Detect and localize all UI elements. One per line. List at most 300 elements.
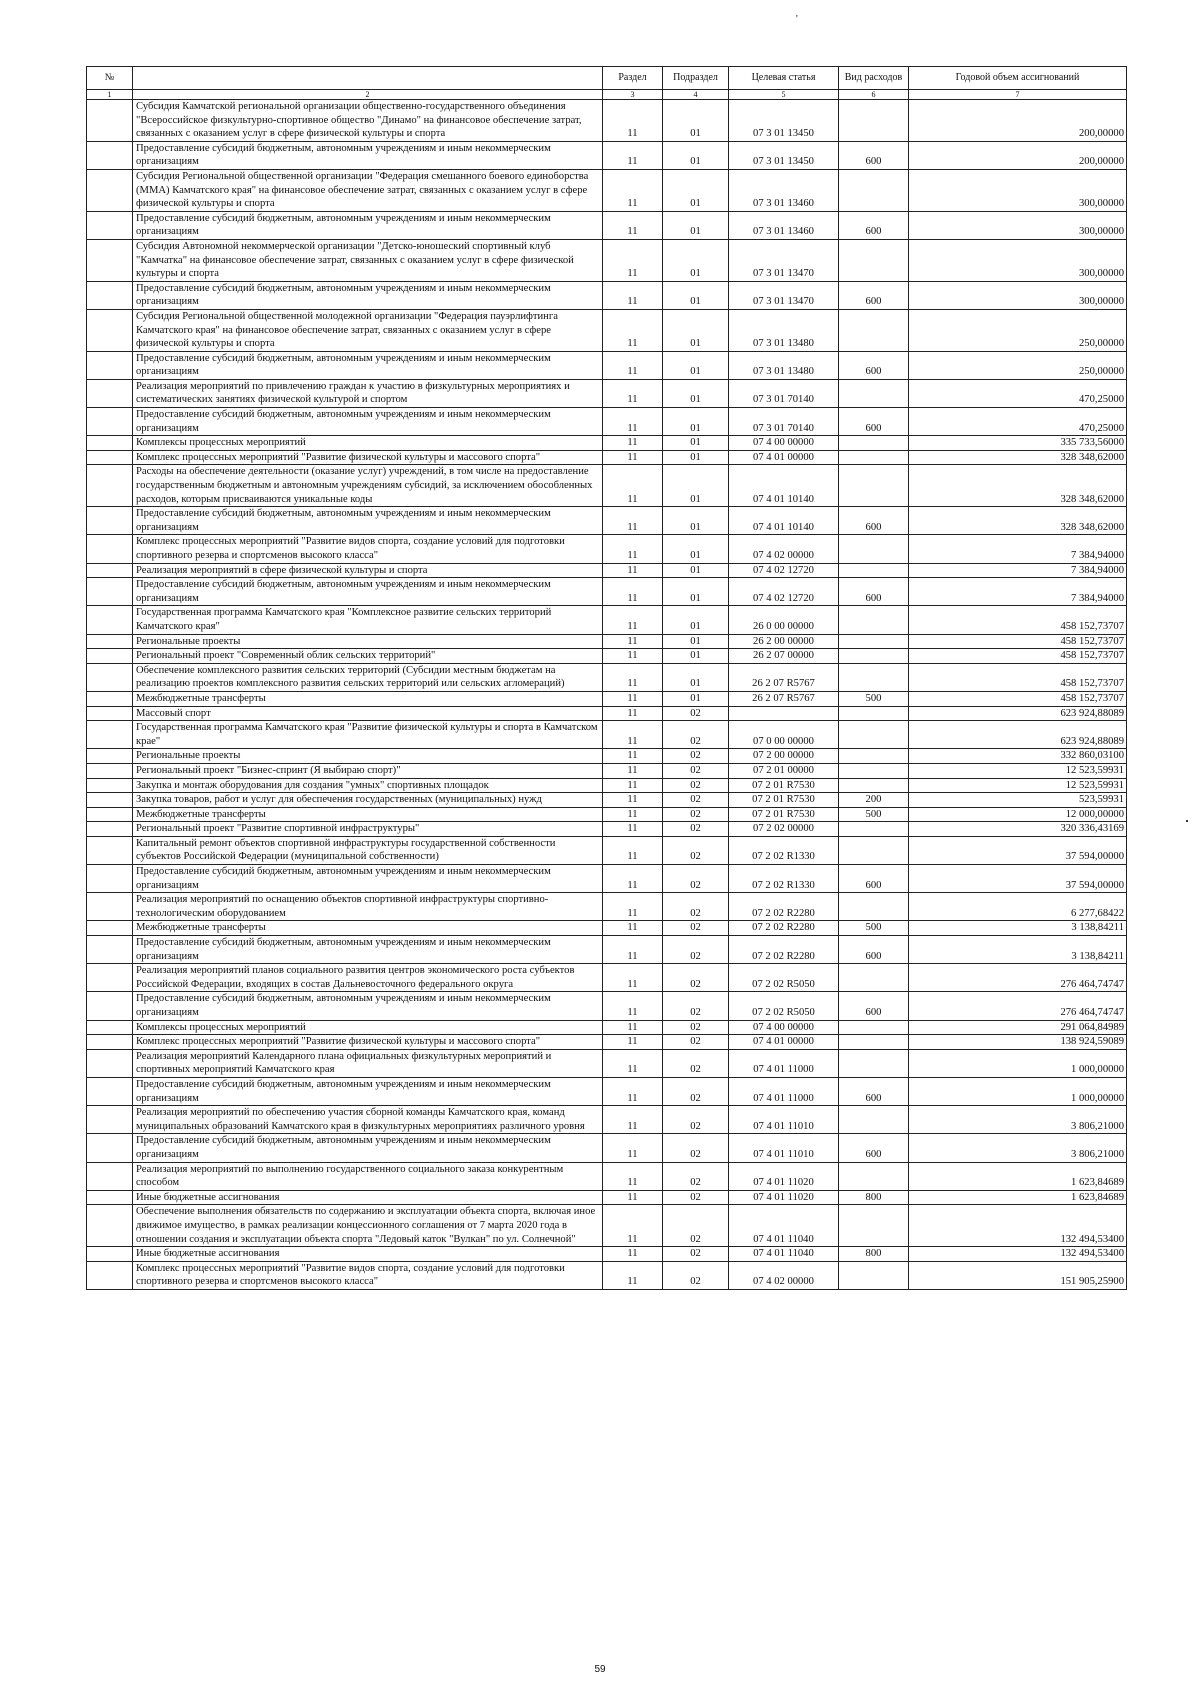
row-name-cell: Обеспечение комплексного развития сельских территорий (Субсидии местным бюджетам на реализацию проектов комплексного развития сельских территорий или сельских агломераций) (133, 663, 603, 691)
row-tselevaya-cell: 07 4 01 11020 (729, 1162, 839, 1190)
table-row (87, 936, 1127, 964)
header-podrazdel: Подраздел (663, 67, 729, 90)
table-row (87, 169, 1127, 211)
row-name-cell: Предоставление субсидий бюджетным, автономным учреждениям и иным некоммерческим организациям (133, 578, 603, 606)
row-podrazdel-cell: 02 (663, 865, 729, 893)
row-tselevaya-cell: 07 2 01 R7530 (729, 778, 839, 793)
row-name-cell: Предоставление субсидий бюджетным, автономным учреждениям и иным некоммерческим организациям (133, 1134, 603, 1162)
page-number: 59 (594, 1664, 606, 1675)
row-vid-cell: 500 (839, 807, 909, 822)
table-row (87, 893, 1127, 921)
row-name-cell: Реализация мероприятий по привлечению граждан к участию в физкультурных мероприятиях и систематических занятиях физической культурой и спортом (133, 379, 603, 407)
row-amount-cell: 458 152,73707 (909, 606, 1127, 634)
row-tselevaya-cell: 07 4 01 11010 (729, 1106, 839, 1134)
row-razdel-cell: 11 (603, 893, 663, 921)
row-podrazdel-cell: 02 (663, 1049, 729, 1077)
row-razdel-cell: 11 (603, 351, 663, 379)
row-name-cell: Закупка товаров, работ и услуг для обеспечения государственных (муниципальных) нужд (133, 793, 603, 808)
row-vid-cell: 600 (839, 865, 909, 893)
row-vid-cell: 500 (839, 691, 909, 706)
table-row (87, 281, 1127, 309)
row-amount-cell: 328 348,62000 (909, 507, 1127, 535)
row-vid-cell (839, 436, 909, 451)
row-tselevaya-cell: 07 3 01 13460 (729, 169, 839, 211)
table-row (87, 721, 1127, 749)
row-amount-cell: 250,00000 (909, 309, 1127, 351)
table-row (87, 634, 1127, 649)
row-podrazdel-cell: 01 (663, 691, 729, 706)
row-razdel-cell: 11 (603, 1134, 663, 1162)
row-tselevaya-cell: 07 4 01 11020 (729, 1190, 839, 1205)
row-podrazdel-cell: 02 (663, 836, 729, 864)
row-vid-cell (839, 169, 909, 211)
row-tselevaya-cell: 07 4 02 00000 (729, 535, 839, 563)
row-amount-cell: 12 523,59931 (909, 763, 1127, 778)
row-podrazdel-cell: 01 (663, 634, 729, 649)
row-razdel-cell: 11 (603, 1049, 663, 1077)
row-amount-cell: 1 623,84689 (909, 1162, 1127, 1190)
table-row (87, 141, 1127, 169)
row-amount-cell: 458 152,73707 (909, 649, 1127, 664)
row-number-cell (87, 992, 133, 1020)
table-body (87, 100, 1127, 1290)
row-vid-cell (839, 239, 909, 281)
row-name-cell: Региональный проект "Развитие спортивной инфраструктуры" (133, 822, 603, 837)
row-podrazdel-cell: 01 (663, 211, 729, 239)
header-index-5: 5 (729, 90, 839, 100)
table-row (87, 1261, 1127, 1289)
row-number-cell (87, 450, 133, 465)
row-tselevaya-cell: 26 2 00 00000 (729, 634, 839, 649)
row-razdel-cell: 11 (603, 1261, 663, 1289)
row-name-cell: Региональные проекты (133, 634, 603, 649)
row-amount-cell: 623 924,88089 (909, 706, 1127, 721)
row-razdel-cell: 11 (603, 436, 663, 451)
row-amount-cell: 300,00000 (909, 281, 1127, 309)
row-vid-cell (839, 1106, 909, 1134)
row-vid-cell (839, 749, 909, 764)
row-number-cell (87, 691, 133, 706)
table-row (87, 763, 1127, 778)
table-row (87, 465, 1127, 507)
row-razdel-cell: 11 (603, 649, 663, 664)
row-number-cell (87, 606, 133, 634)
row-number-cell (87, 1261, 133, 1289)
row-vid-cell: 600 (839, 1077, 909, 1105)
header-num: № (87, 67, 133, 90)
row-amount-cell: 1 000,00000 (909, 1049, 1127, 1077)
row-razdel-cell: 11 (603, 1205, 663, 1247)
row-razdel-cell: 11 (603, 1035, 663, 1050)
table-row (87, 100, 1127, 142)
row-podrazdel-cell: 02 (663, 721, 729, 749)
table-row (87, 578, 1127, 606)
row-number-cell (87, 507, 133, 535)
row-amount-cell: 335 733,56000 (909, 436, 1127, 451)
row-podrazdel-cell: 01 (663, 281, 729, 309)
row-number-cell (87, 408, 133, 436)
row-number-cell (87, 211, 133, 239)
table-row (87, 606, 1127, 634)
row-podrazdel-cell: 02 (663, 1205, 729, 1247)
table-row (87, 691, 1127, 706)
row-podrazdel-cell: 01 (663, 379, 729, 407)
row-tselevaya-cell: 07 3 01 13470 (729, 281, 839, 309)
row-name-cell: Межбюджетные трансферты (133, 921, 603, 936)
row-podrazdel-cell: 02 (663, 822, 729, 837)
row-tselevaya-cell: 07 2 01 R7530 (729, 793, 839, 808)
row-razdel-cell: 11 (603, 563, 663, 578)
row-number-cell (87, 309, 133, 351)
row-vid-cell: 600 (839, 578, 909, 606)
row-number-cell (87, 893, 133, 921)
row-podrazdel-cell: 01 (663, 408, 729, 436)
row-name-cell: Расходы на обеспечение деятельности (оказание услуг) учреждений, в том числе на предоставление государственным бюджетным и автономным учреждениям субсидий, за исключением обособленных расходов, которым присваиваются уникальные коды (133, 465, 603, 507)
row-tselevaya-cell: 07 4 02 12720 (729, 563, 839, 578)
row-razdel-cell: 11 (603, 450, 663, 465)
table-row (87, 992, 1127, 1020)
row-tselevaya-cell: 07 4 02 12720 (729, 578, 839, 606)
table-row (87, 1077, 1127, 1105)
header-name (133, 67, 603, 90)
row-podrazdel-cell: 01 (663, 450, 729, 465)
row-vid-cell: 600 (839, 408, 909, 436)
table-row (87, 351, 1127, 379)
row-amount-cell: 470,25000 (909, 408, 1127, 436)
row-vid-cell (839, 836, 909, 864)
row-podrazdel-cell: 01 (663, 563, 729, 578)
stray-mark: ' (796, 14, 798, 25)
row-name-cell: Комплексы процессных мероприятий (133, 436, 603, 451)
row-number-cell (87, 351, 133, 379)
row-tselevaya-cell: 26 0 00 00000 (729, 606, 839, 634)
table-row (87, 1049, 1127, 1077)
table-header (87, 67, 1127, 100)
row-number-cell (87, 836, 133, 864)
row-name-cell: Субсидия Камчатской региональной организации общественно-государственного объединения "Всероссийское физкультурно-спортивное общество "Динамо" на финансовое обеспечение затрат, связанных с оказанием услуг в сфере физической культуры и спорта (133, 100, 603, 142)
row-razdel-cell: 11 (603, 465, 663, 507)
header-index-2: 2 (133, 90, 603, 100)
row-name-cell: Государственная программа Камчатского края "Комплексное развитие сельских территорий Камчатского края" (133, 606, 603, 634)
row-amount-cell: 138 924,59089 (909, 1035, 1127, 1050)
row-tselevaya-cell: 07 2 02 R1330 (729, 836, 839, 864)
row-name-cell: Реализация мероприятий по обеспечению участия сборной команды Камчатского края, команд муниципальных образований Камчатского края в физкультурных мероприятиях различного уровня (133, 1106, 603, 1134)
row-tselevaya-cell: 07 4 01 10140 (729, 465, 839, 507)
row-vid-cell (839, 1035, 909, 1050)
row-vid-cell (839, 706, 909, 721)
row-tselevaya-cell: 07 3 01 70140 (729, 379, 839, 407)
row-podrazdel-cell: 02 (663, 1261, 729, 1289)
row-amount-cell: 7 384,94000 (909, 535, 1127, 563)
row-name-cell: Предоставление субсидий бюджетным, автономным учреждениям и иным некоммерческим организациям (133, 865, 603, 893)
row-tselevaya-cell: 07 2 02 R2280 (729, 936, 839, 964)
row-tselevaya-cell: 07 2 02 R1330 (729, 865, 839, 893)
table-row (87, 408, 1127, 436)
row-number-cell (87, 936, 133, 964)
row-number-cell (87, 634, 133, 649)
row-razdel-cell: 11 (603, 141, 663, 169)
row-podrazdel-cell: 02 (663, 793, 729, 808)
table-row (87, 450, 1127, 465)
row-amount-cell: 132 494,53400 (909, 1205, 1127, 1247)
row-amount-cell: 458 152,73707 (909, 691, 1127, 706)
row-razdel-cell: 11 (603, 807, 663, 822)
row-podrazdel-cell: 01 (663, 663, 729, 691)
row-podrazdel-cell: 01 (663, 351, 729, 379)
table-row (87, 706, 1127, 721)
row-razdel-cell: 11 (603, 100, 663, 142)
row-razdel-cell: 11 (603, 507, 663, 535)
row-vid-cell (839, 606, 909, 634)
row-amount-cell: 37 594,00000 (909, 865, 1127, 893)
row-tselevaya-cell: 07 3 01 13450 (729, 100, 839, 142)
row-razdel-cell: 11 (603, 778, 663, 793)
row-name-cell: Комплекс процессных мероприятий "Развитие видов спорта, создание условий для подготовки спортивного резерва и спортсменов высокого класса" (133, 1261, 603, 1289)
row-vid-cell: 600 (839, 281, 909, 309)
row-vid-cell: 600 (839, 936, 909, 964)
row-razdel-cell: 11 (603, 1106, 663, 1134)
row-amount-cell: 320 336,43169 (909, 822, 1127, 837)
row-podrazdel-cell: 02 (663, 1134, 729, 1162)
row-vid-cell: 600 (839, 351, 909, 379)
row-podrazdel-cell: 02 (663, 1162, 729, 1190)
row-tselevaya-cell: 07 3 01 13470 (729, 239, 839, 281)
row-number-cell (87, 379, 133, 407)
row-tselevaya-cell: 07 4 01 00000 (729, 450, 839, 465)
row-vid-cell (839, 309, 909, 351)
table-row (87, 865, 1127, 893)
row-amount-cell: 300,00000 (909, 239, 1127, 281)
row-amount-cell: 12 523,59931 (909, 778, 1127, 793)
header-razdel: Раздел (603, 67, 663, 90)
row-tselevaya-cell: 26 2 07 00000 (729, 649, 839, 664)
row-name-cell: Предоставление субсидий бюджетным, автономным учреждениям и иным некоммерческим организациям (133, 992, 603, 1020)
row-number-cell (87, 1035, 133, 1050)
row-number-cell (87, 721, 133, 749)
row-amount-cell: 12 000,00000 (909, 807, 1127, 822)
row-name-cell: Межбюджетные трансферты (133, 807, 603, 822)
row-amount-cell: 132 494,53400 (909, 1247, 1127, 1262)
row-amount-cell: 250,00000 (909, 351, 1127, 379)
table-row (87, 379, 1127, 407)
row-amount-cell: 276 464,74747 (909, 992, 1127, 1020)
row-amount-cell: 200,00000 (909, 100, 1127, 142)
row-razdel-cell: 11 (603, 1190, 663, 1205)
row-name-cell: Иные бюджетные ассигнования (133, 1247, 603, 1262)
row-podrazdel-cell: 02 (663, 893, 729, 921)
row-razdel-cell: 11 (603, 763, 663, 778)
header-vid: Вид расходов (839, 67, 909, 90)
row-tselevaya-cell: 07 4 01 00000 (729, 1035, 839, 1050)
row-tselevaya-cell: 07 2 00 00000 (729, 749, 839, 764)
row-tselevaya-cell: 07 3 01 13480 (729, 309, 839, 351)
row-name-cell: Региональный проект "Бизнес-спринт (Я выбираю спорт)" (133, 763, 603, 778)
row-tselevaya-cell: 07 3 01 13460 (729, 211, 839, 239)
row-vid-cell (839, 563, 909, 578)
row-podrazdel-cell: 01 (663, 649, 729, 664)
row-vid-cell: 200 (839, 793, 909, 808)
row-number-cell (87, 763, 133, 778)
row-podrazdel-cell: 02 (663, 1035, 729, 1050)
row-amount-cell: 276 464,74747 (909, 964, 1127, 992)
row-name-cell: Субсидия Автономной некоммерческой организации "Детско-юношеский спортивный клуб "Камчатка" на финансовое обеспечение затрат, связанных с оказанием услуг в сфере физической культуры и спорта (133, 239, 603, 281)
row-vid-cell (839, 1261, 909, 1289)
row-name-cell: Межбюджетные трансферты (133, 691, 603, 706)
row-number-cell (87, 865, 133, 893)
budget-table-sheet (86, 66, 1126, 1290)
row-tselevaya-cell: 07 3 01 13450 (729, 141, 839, 169)
table-row (87, 964, 1127, 992)
row-razdel-cell: 11 (603, 634, 663, 649)
row-amount-cell: 37 594,00000 (909, 836, 1127, 864)
table-row (87, 836, 1127, 864)
row-vid-cell (839, 634, 909, 649)
row-podrazdel-cell: 02 (663, 807, 729, 822)
row-name-cell: Предоставление субсидий бюджетным, автономным учреждениям и иным некоммерческим организациям (133, 141, 603, 169)
row-podrazdel-cell: 01 (663, 436, 729, 451)
row-name-cell: Закупка и монтаж оборудования для создания "умных" спортивных площадок (133, 778, 603, 793)
row-number-cell (87, 578, 133, 606)
row-vid-cell (839, 663, 909, 691)
row-number-cell (87, 141, 133, 169)
row-amount-cell: 3 806,21000 (909, 1134, 1127, 1162)
row-razdel-cell: 11 (603, 749, 663, 764)
table-row (87, 807, 1127, 822)
row-name-cell: Региональный проект "Современный облик сельских территорий" (133, 649, 603, 664)
row-name-cell: Комплекс процессных мероприятий "Развитие видов спорта, создание условий для подготовки спортивного резерва и спортсменов высокого класса" (133, 535, 603, 563)
row-razdel-cell: 11 (603, 822, 663, 837)
header-index-4: 4 (663, 90, 729, 100)
margin-dot (1186, 820, 1188, 822)
row-name-cell: Предоставление субсидий бюджетным, автономным учреждениям и иным некоммерческим организациям (133, 351, 603, 379)
row-vid-cell (839, 778, 909, 793)
row-amount-cell: 1 000,00000 (909, 1077, 1127, 1105)
row-number-cell (87, 1106, 133, 1134)
table-row (87, 921, 1127, 936)
table-row (87, 1247, 1127, 1262)
row-podrazdel-cell: 02 (663, 1106, 729, 1134)
row-vid-cell (839, 964, 909, 992)
row-tselevaya-cell (729, 706, 839, 721)
row-razdel-cell: 11 (603, 1247, 663, 1262)
row-amount-cell: 470,25000 (909, 379, 1127, 407)
budget-table (86, 66, 1127, 1290)
row-vid-cell: 600 (839, 1134, 909, 1162)
header-index-1: 1 (87, 90, 133, 100)
row-razdel-cell: 11 (603, 663, 663, 691)
row-razdel-cell: 11 (603, 1162, 663, 1190)
row-vid-cell (839, 1049, 909, 1077)
row-vid-cell: 600 (839, 141, 909, 169)
row-tselevaya-cell: 07 4 01 11040 (729, 1247, 839, 1262)
row-number-cell (87, 436, 133, 451)
row-razdel-cell: 11 (603, 239, 663, 281)
row-vid-cell (839, 450, 909, 465)
row-tselevaya-cell: 07 4 01 10140 (729, 507, 839, 535)
row-amount-cell: 151 905,25900 (909, 1261, 1127, 1289)
table-row (87, 507, 1127, 535)
row-name-cell: Государственная программа Камчатского края "Развитие физической культуры и спорта в Камчатском крае" (133, 721, 603, 749)
row-podrazdel-cell: 02 (663, 964, 729, 992)
row-tselevaya-cell: 07 3 01 70140 (729, 408, 839, 436)
row-razdel-cell: 11 (603, 691, 663, 706)
row-tselevaya-cell: 07 2 01 00000 (729, 763, 839, 778)
row-number-cell (87, 169, 133, 211)
row-number-cell (87, 1205, 133, 1247)
table-row (87, 778, 1127, 793)
row-tselevaya-cell: 07 2 02 00000 (729, 822, 839, 837)
table-row (87, 749, 1127, 764)
row-podrazdel-cell: 02 (663, 921, 729, 936)
row-name-cell: Комплексы процессных мероприятий (133, 1020, 603, 1035)
row-number-cell (87, 1190, 133, 1205)
row-name-cell: Субсидия Региональной общественной молодежной организации "Федерация пауэрлифтинга Камчатского края" на финансовое обеспечение затрат, связанных с оказанием услуг в сфере физической культуры и спорта (133, 309, 603, 351)
row-razdel-cell: 11 (603, 606, 663, 634)
table-row (87, 309, 1127, 351)
row-razdel-cell: 11 (603, 535, 663, 563)
row-number-cell (87, 563, 133, 578)
row-podrazdel-cell: 01 (663, 535, 729, 563)
row-name-cell: Иные бюджетные ассигнования (133, 1190, 603, 1205)
row-podrazdel-cell: 01 (663, 606, 729, 634)
row-amount-cell: 328 348,62000 (909, 465, 1127, 507)
row-amount-cell: 3 138,84211 (909, 921, 1127, 936)
row-podrazdel-cell: 01 (663, 578, 729, 606)
row-tselevaya-cell: 07 4 00 00000 (729, 436, 839, 451)
row-podrazdel-cell: 02 (663, 706, 729, 721)
row-vid-cell (839, 1162, 909, 1190)
row-number-cell (87, 465, 133, 507)
row-name-cell: Комплекс процессных мероприятий "Развитие физической культуры и массового спорта" (133, 450, 603, 465)
row-number-cell (87, 239, 133, 281)
row-tselevaya-cell: 07 4 01 11000 (729, 1077, 839, 1105)
row-number-cell (87, 807, 133, 822)
row-podrazdel-cell: 02 (663, 778, 729, 793)
row-number-cell (87, 1247, 133, 1262)
row-name-cell: Предоставление субсидий бюджетным, автономным учреждениям и иным некоммерческим организациям (133, 281, 603, 309)
table-row (87, 535, 1127, 563)
row-vid-cell (839, 721, 909, 749)
row-number-cell (87, 793, 133, 808)
row-vid-cell: 800 (839, 1247, 909, 1262)
header-index-6: 6 (839, 90, 909, 100)
row-podrazdel-cell: 02 (663, 763, 729, 778)
row-razdel-cell: 11 (603, 309, 663, 351)
row-amount-cell: 6 277,68422 (909, 893, 1127, 921)
table-row (87, 1162, 1127, 1190)
row-tselevaya-cell: 26 2 07 R5767 (729, 691, 839, 706)
row-tselevaya-cell: 07 4 00 00000 (729, 1020, 839, 1035)
row-vid-cell (839, 1020, 909, 1035)
row-amount-cell: 623 924,88089 (909, 721, 1127, 749)
row-amount-cell: 300,00000 (909, 169, 1127, 211)
table-row (87, 663, 1127, 691)
row-razdel-cell: 11 (603, 281, 663, 309)
table-row (87, 1190, 1127, 1205)
row-number-cell (87, 649, 133, 664)
row-number-cell (87, 1049, 133, 1077)
row-vid-cell (839, 763, 909, 778)
row-podrazdel-cell: 01 (663, 169, 729, 211)
row-name-cell: Обеспечение выполнения обязательств по содержанию и эксплуатации объекта спорта, включая иное движимое имущество, в рамках реализации концессионного соглашения от 7 марта 2020 года в отношении создания и эксплуатации объекта спорта "Ледовый каток "Вулкан" по ул. Солнечной" (133, 1205, 603, 1247)
row-name-cell: Капитальный ремонт объектов спортивной инфраструктуры государственной собственности субъектов Российской Федерации (муниципальной собственности) (133, 836, 603, 864)
header-tselevaya: Целевая статья (729, 67, 839, 90)
row-vid-cell: 500 (839, 921, 909, 936)
row-amount-cell: 332 860,03100 (909, 749, 1127, 764)
row-name-cell: Массовый спорт (133, 706, 603, 721)
row-amount-cell: 3 138,84211 (909, 936, 1127, 964)
row-number-cell (87, 706, 133, 721)
